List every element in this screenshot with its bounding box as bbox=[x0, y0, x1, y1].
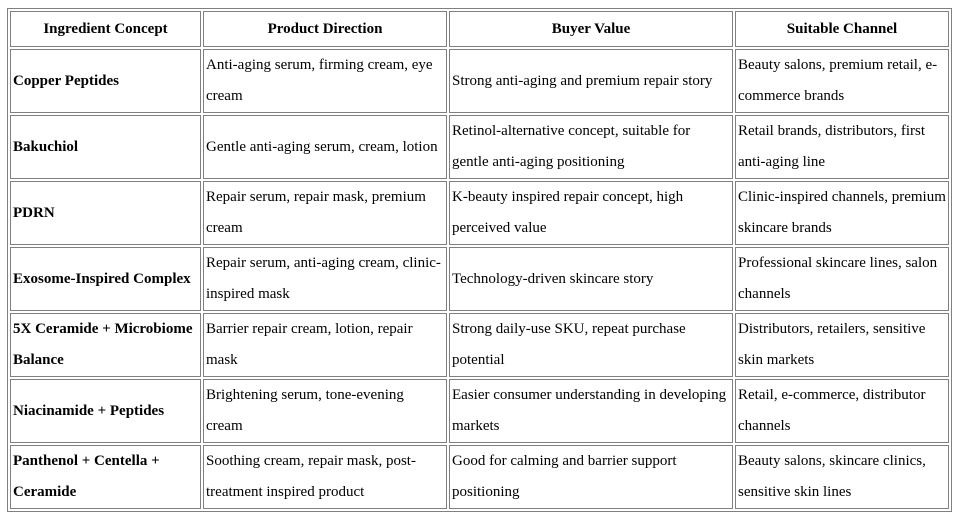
cell-value: Strong anti-aging and premium repair story bbox=[449, 49, 733, 113]
cell-direction: Soothing cream, repair mask, post-treatment inspired product bbox=[203, 445, 447, 509]
cell-channel: Retail brands, distributors, first anti-aging line bbox=[735, 115, 949, 179]
cell-channel: Distributors, retailers, sensitive skin markets bbox=[735, 313, 949, 377]
ingredient-table bbox=[7, 8, 952, 512]
document-body bbox=[7, 8, 952, 512]
table-row bbox=[10, 379, 949, 443]
header-product-direction: Product Direction bbox=[203, 11, 447, 47]
cell-direction: Barrier repair cream, lotion, repair mask bbox=[203, 313, 447, 377]
header-suitable-channel: Suitable Channel bbox=[735, 11, 949, 47]
cell-value: Easier consumer understanding in developing markets bbox=[449, 379, 733, 443]
cell-concept: Copper Peptides bbox=[10, 49, 201, 113]
cell-channel: Beauty salons, premium retail, e-commerce brands bbox=[735, 49, 949, 113]
cell-channel: Beauty salons, skincare clinics, sensitive skin lines bbox=[735, 445, 949, 509]
cell-concept: Panthenol + Centella + Ceramide bbox=[10, 445, 201, 509]
cell-channel: Professional skincare lines, salon channels bbox=[735, 247, 949, 311]
cell-concept: Bakuchiol bbox=[10, 115, 201, 179]
cell-concept: PDRN bbox=[10, 181, 201, 245]
cell-direction: Gentle anti-aging serum, cream, lotion bbox=[203, 115, 447, 179]
cell-value: Technology-driven skincare story bbox=[449, 247, 733, 311]
table-row bbox=[10, 247, 949, 311]
cell-value: K-beauty inspired repair concept, high perceived value bbox=[449, 181, 733, 245]
table-row bbox=[10, 313, 949, 377]
cell-channel: Clinic-inspired channels, premium skincare brands bbox=[735, 181, 949, 245]
header-row bbox=[10, 11, 949, 47]
cell-direction: Repair serum, anti-aging cream, clinic-inspired mask bbox=[203, 247, 447, 311]
table-row bbox=[10, 445, 949, 509]
cell-value: Strong daily-use SKU, repeat purchase potential bbox=[449, 313, 733, 377]
table-row bbox=[10, 49, 949, 113]
cell-direction: Anti-aging serum, firming cream, eye cream bbox=[203, 49, 447, 113]
cell-channel: Retail, e-commerce, distributor channels bbox=[735, 379, 949, 443]
cell-concept: 5X Ceramide + Microbiome Balance bbox=[10, 313, 201, 377]
table-row bbox=[10, 115, 949, 179]
cell-concept: Niacinamide + Peptides bbox=[10, 379, 201, 443]
cell-value: Retinol-alternative concept, suitable for gentle anti-aging positioning bbox=[449, 115, 733, 179]
cell-concept: Exosome-Inspired Complex bbox=[10, 247, 201, 311]
table-row bbox=[10, 181, 949, 245]
cell-direction: Repair serum, repair mask, premium cream bbox=[203, 181, 447, 245]
cell-direction: Brightening serum, tone-evening cream bbox=[203, 379, 447, 443]
cell-value: Good for calming and barrier support positioning bbox=[449, 445, 733, 509]
header-buyer-value: Buyer Value bbox=[449, 11, 733, 47]
header-ingredient-concept: Ingredient Concept bbox=[10, 11, 201, 47]
